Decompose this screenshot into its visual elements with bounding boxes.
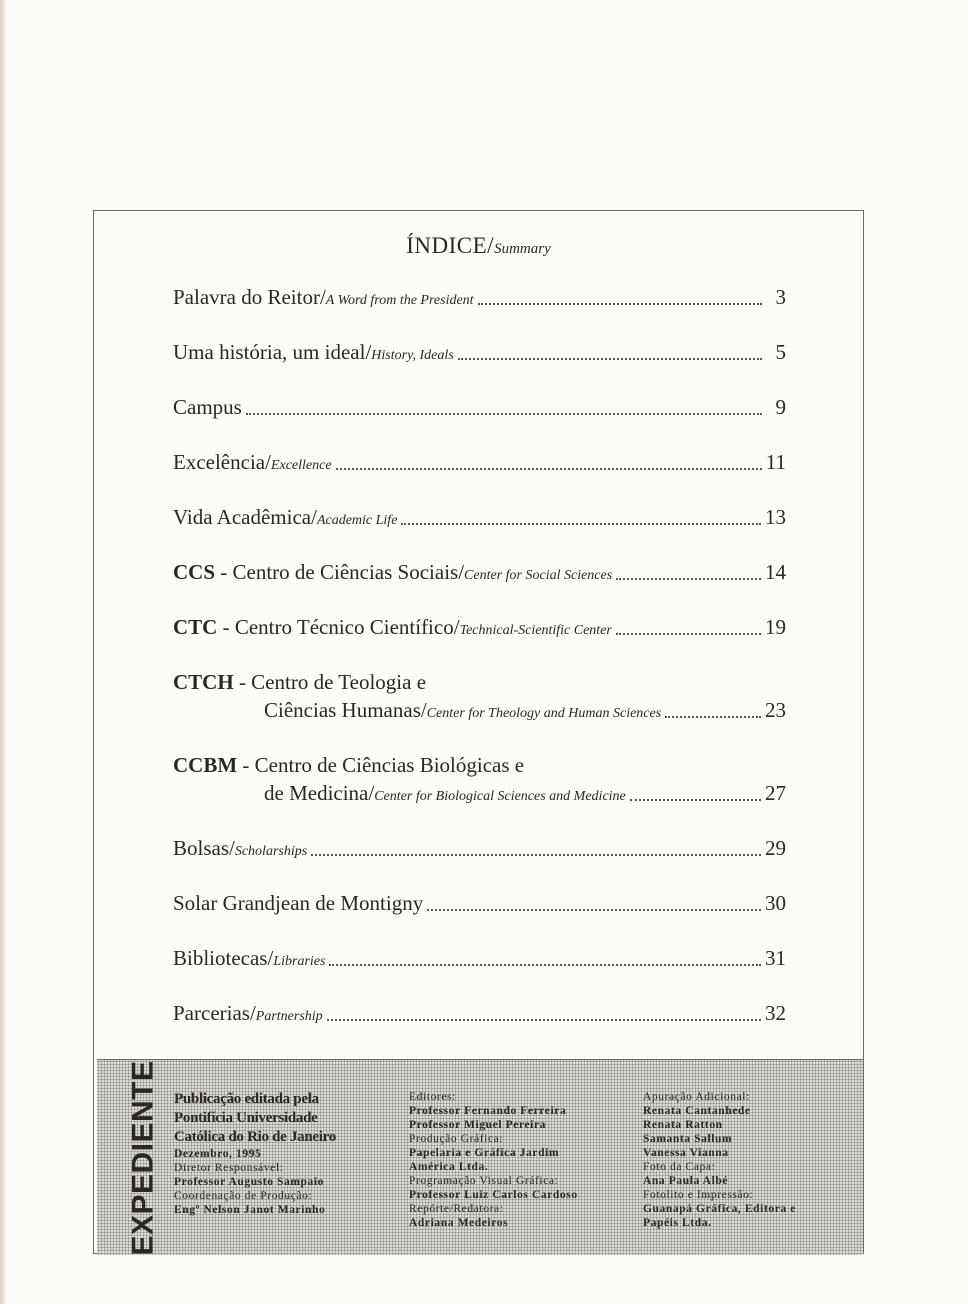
publisher-line: Pontifícia Universidade (174, 1110, 318, 1126)
publisher-line: Católica do Rio de Janeiro (174, 1129, 336, 1145)
director-label: Diretor Responsável: (174, 1162, 284, 1174)
toc-entry-translation: Libraries (273, 954, 326, 969)
toc-entry-translation: History, Ideals (371, 348, 454, 363)
toc-entry-title: - Centro de Teologia e (233, 670, 427, 694)
toc-entry-translation: Center for Biological Sciences and Medicine (374, 789, 626, 804)
dot-leader (630, 798, 761, 801)
reporter-label: Repórte/Redatora: (409, 1203, 504, 1215)
toc-entry-title: Solar Grandjean de Montigny (173, 891, 424, 915)
toc-entry-title: de Medicina/ (264, 781, 375, 805)
toc-entry-translation: Center for Social Sciences (464, 568, 613, 583)
dot-leader (311, 853, 761, 856)
dot-leader (616, 632, 761, 635)
editor-name: Professor Miguel Pereira (409, 1119, 547, 1131)
director-name: Professor Augusto Sampaio (174, 1176, 325, 1188)
additional-name: Samanta Sallum (643, 1133, 733, 1145)
dot-leader (329, 963, 761, 966)
toc-page-number: 31 (765, 946, 786, 970)
toc-page-number: 19 (765, 615, 786, 639)
toc-page-number: 14 (765, 560, 786, 584)
toc-entry-translation: Center for Theology and Human Sciences (426, 706, 662, 721)
dot-leader (427, 908, 761, 911)
coordination-name: Engº Nelson Janot Marinho (174, 1204, 326, 1216)
toc-entry-title: Palavra do Reitor/ (173, 285, 326, 309)
dot-leader (616, 577, 761, 580)
toc-entry-code: CCBM (173, 753, 238, 777)
additional-name: Renata Cantanhede (643, 1105, 751, 1117)
toc-entry-first-line[interactable] (173, 670, 426, 695)
toc-entry-translation: Technical-Scientific Center (459, 623, 612, 638)
toc-entry-code: CCS (173, 560, 216, 584)
toc-entry-first-line[interactable] (173, 753, 524, 778)
toc-page-number: 29 (765, 836, 786, 860)
dot-leader (665, 715, 761, 718)
toc-entry-translation: A Word from the President (325, 293, 474, 308)
summary-frame (93, 210, 864, 1254)
toc-entry[interactable] (264, 698, 786, 723)
toc-entry[interactable] (173, 450, 786, 475)
toc-page-number: 30 (765, 891, 786, 915)
toc-entry-title: - Centro de Ciências Biológicas e (237, 753, 525, 777)
toc-entry[interactable] (264, 781, 786, 806)
toc-entry-translation: Scholarships (234, 844, 308, 859)
graphic-production-name: Papelaria e Gráfica Jardim (409, 1147, 560, 1159)
toc-entry-code: CTCH (173, 670, 234, 694)
toc-entry[interactable] (173, 836, 786, 861)
toc-entry-title: - Centro de Ciências Sociais/ (215, 560, 465, 584)
toc-entry-title: Excelência/ (173, 450, 271, 474)
index-title (94, 233, 863, 259)
additional-name: Renata Ratton (643, 1119, 723, 1131)
printing-name: Guanapá Gráfica, Editora e (643, 1203, 796, 1215)
toc-entry-title: Bibliotecas/ (173, 946, 274, 970)
toc-entry-translation: Excellence (270, 458, 332, 473)
toc-entry[interactable] (173, 946, 786, 971)
toc-entry-title: - Centro Técnico Científico/ (217, 615, 460, 639)
dot-leader (246, 412, 762, 415)
toc-page-number: 9 (775, 395, 786, 419)
colophon-column-editors (409, 1090, 578, 1230)
toc-entry-translation: Partnership (255, 1009, 323, 1024)
toc-page-number: 13 (765, 505, 786, 529)
toc-entry[interactable] (173, 505, 786, 530)
index-title-translation: Summary (494, 241, 551, 257)
printing-label: Fotolito e Impressão: (643, 1189, 754, 1201)
toc-entry[interactable] (173, 615, 786, 640)
additional-label: Apuração Adicional: (643, 1091, 750, 1103)
cover-photo-label: Foto da Capa: (643, 1161, 716, 1173)
toc-page-number: 11 (765, 450, 786, 474)
toc-page-number: 32 (765, 1001, 786, 1025)
graphic-production-name: América Ltda. (409, 1161, 489, 1173)
cover-photo-name: Ana Paula Albé (643, 1175, 729, 1187)
toc-entry-translation: Academic Life (316, 513, 398, 528)
colophon-column-publisher (174, 1090, 336, 1217)
visual-programming-name: Professor Luiz Carlos Cardoso (409, 1189, 578, 1201)
toc-entry-code: CTC (173, 615, 218, 639)
dot-leader (401, 522, 761, 525)
toc-entry[interactable] (173, 340, 786, 365)
toc-entry[interactable] (173, 285, 786, 310)
toc-entry-title: Vida Acadêmica/ (173, 505, 317, 529)
dot-leader (336, 467, 762, 470)
additional-name: Vanessa Vianna (643, 1147, 729, 1159)
toc-entry-title: Campus (173, 395, 242, 419)
toc-entry[interactable] (173, 395, 786, 420)
graphic-production-label: Produção Gráfica: (409, 1133, 504, 1145)
colophon-label (127, 1060, 161, 1255)
dot-leader (458, 357, 762, 360)
toc-page-number: 5 (775, 340, 786, 364)
toc-entry-title: Bolsas/ (173, 836, 235, 860)
dot-leader (478, 302, 762, 305)
toc-page-number: 23 (765, 698, 786, 722)
coordination-label: Coordenação de Produção: (174, 1190, 313, 1202)
toc-entry[interactable] (173, 891, 786, 916)
toc-entry-title: Uma história, um ideal/ (173, 340, 372, 364)
page-edge (0, 0, 6, 1304)
editors-label: Editores: (409, 1091, 456, 1103)
toc-page-number: 3 (775, 285, 786, 309)
index-title-text: ÍNDICE/ (406, 233, 495, 258)
colophon-label-text: EXPEDIENTE (127, 1059, 160, 1256)
dot-leader (327, 1018, 761, 1021)
colophon-panel (97, 1059, 863, 1255)
colophon-column-credits (643, 1090, 796, 1230)
toc-page-number: 27 (765, 781, 786, 805)
reporter-name: Adriana Medeiros (409, 1217, 509, 1229)
toc-entry-title: Ciências Humanas/ (264, 698, 427, 722)
toc-entry[interactable] (173, 560, 786, 585)
publisher-line: Publicação editada pela (174, 1091, 319, 1107)
publication-date: Dezembro, 1995 (174, 1148, 262, 1160)
editor-name: Professor Fernando Ferreira (409, 1105, 567, 1117)
printing-name: Papéis Ltda. (643, 1217, 712, 1229)
visual-programming-label: Programação Visual Gráfica: (409, 1175, 559, 1187)
toc-entry-title: Parcerias/ (173, 1001, 256, 1025)
toc-entry[interactable] (173, 1001, 786, 1026)
